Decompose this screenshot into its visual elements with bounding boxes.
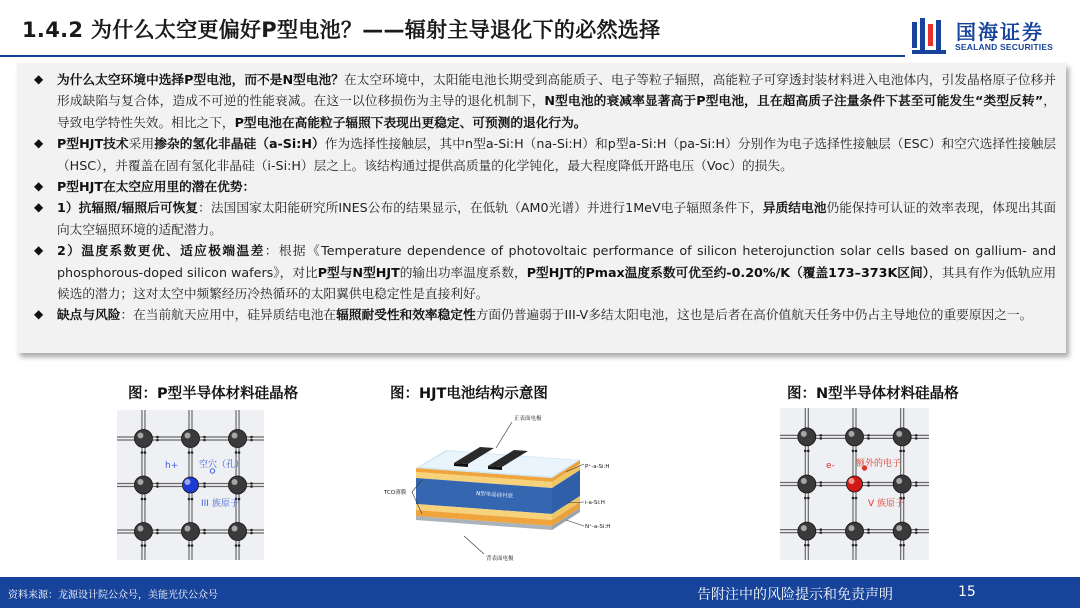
bond-electron (203, 529, 206, 532)
emphasis-text: 缺点与风险 (57, 307, 121, 323)
bond-electron (203, 436, 206, 439)
body-text: ：根据《Temperature dependence of photovoltaic performance of silicon heterojunction solar cells based on gallium- and phosphorous-doped silicon wafers》，对比 (57, 243, 1057, 280)
emphasis-text: N型电池的衰减率显著高于P型电池，且在超高质子注量条件下甚至可能发生“类型反转” (544, 93, 1044, 109)
body-text: ，导致电学特性失效。相比之下， (57, 93, 1056, 130)
bond-electron (915, 528, 918, 531)
emphasis-text: 1）抗辐照/辐照后可恢复 (57, 200, 199, 216)
summary-box (17, 63, 1066, 353)
atom-highlight (849, 525, 855, 531)
atom-highlight (849, 431, 855, 437)
company-logo (910, 14, 1070, 58)
atom-highlight (801, 525, 807, 531)
atom-highlight (896, 478, 902, 484)
bond-electron (191, 544, 194, 547)
bullet-point (27, 69, 1056, 133)
bullet-point (27, 176, 1056, 197)
bond-electron (915, 481, 918, 484)
i-layer-label: i-a-Si:H (585, 500, 605, 506)
bond-electron (899, 450, 902, 453)
bond-electron (141, 544, 144, 547)
diamond-bullet-icon: ◆ (34, 136, 44, 151)
bond-electron (203, 482, 206, 485)
bullet-point (27, 197, 1056, 240)
bond-electron (852, 450, 855, 453)
silicon-atom (846, 428, 864, 446)
silicon-atom (798, 428, 816, 446)
bond-electron (191, 451, 194, 454)
n-lattice-figure (780, 408, 929, 560)
bullet-point (27, 133, 1056, 176)
emphasis-text: 为什么太空环境中选择P型电池，而不是N型电池？ (57, 72, 344, 87)
bond-electron (238, 544, 241, 547)
body-text: 在太空环境中，太阳能电池长期受到高能质子、电子等粒子辐照，高能粒子可穿透封装材料进入电池体内，引发晶格原子位移并形成缺陷与复合体，造成不可逆的性能衰减。在这一以位移损伤为主导的退化机制下， (57, 72, 1056, 109)
atom-highlight (137, 479, 143, 485)
bond-electron (855, 450, 858, 453)
body-text: 作为选择性接触层，其中n型a-Si:H（na-Si:H）和p型a-Si:H（pa-Si:H）分别作为电子选择性接触层（ESC）和空穴选择性接触层（HSC），并覆盖在固有氢化非晶硅（i-Si:H）层之上。该结构通过提供高质量的化学钝化，最大程度降低开路电压（Voc）的损失。 (57, 136, 1057, 173)
silicon-atom (134, 476, 152, 494)
body-text: 方面仍普遍弱于III-V多结太阳电池，这也是后者在高价值航天任务中仍占主导地位的重要原因之一。 (475, 307, 1033, 323)
bond-electron (238, 451, 241, 454)
body-text: 采用 (128, 136, 155, 152)
emphasis-text: P型与N型HJT (317, 264, 400, 280)
bond-electron (250, 529, 253, 532)
bond-electron (156, 485, 159, 488)
silicon-atom (893, 522, 911, 540)
silicon-atom (182, 523, 200, 541)
bond-electron (144, 544, 147, 547)
bond-electron (144, 498, 147, 501)
atom-highlight (801, 478, 807, 484)
emphasis-text: P型HJT技术 (57, 136, 129, 152)
bond-electron (807, 450, 810, 453)
bond-electron (188, 451, 191, 454)
emphasis-text: 辐照耐受性和效率稳定性 (336, 307, 476, 323)
silicon-atom (846, 522, 864, 540)
hole-name-label: 空穴（孔） (199, 460, 245, 470)
bond-electron (203, 485, 206, 488)
bond-electron (820, 434, 823, 437)
figure-title-p-lattice: 图：P型半导体材料硅晶格 (128, 386, 299, 402)
atom-highlight (185, 479, 191, 485)
emphasis-text: 掺杂的氢化非晶硅（a-Si:H） (154, 136, 325, 152)
p-layer-label: P⁺-a-Si:H (585, 464, 610, 470)
p-lattice-figure (117, 410, 264, 560)
emphasis-text: 异质结电池 (762, 200, 827, 216)
diamond-bullet-icon: ◆ (34, 243, 44, 258)
bond-electron (867, 437, 870, 440)
bond-electron (915, 437, 918, 440)
substrate-label: N型单晶硅衬底 (475, 491, 514, 500)
bond-electron (867, 528, 870, 531)
bond-electron (902, 450, 905, 453)
bond-electron (188, 544, 191, 547)
bond-electron (915, 434, 918, 437)
bond-electron (852, 497, 855, 500)
bond-electron (820, 437, 823, 440)
emphasis-text: P型电池在高能粒子辐照下表现出更稳定、可预测的退化行为。 (234, 114, 587, 130)
diamond-bullet-icon: ◆ (34, 179, 44, 194)
source-note: 资料来源：龙源设计院公众号，美能光伏公众号 (8, 590, 218, 601)
body-text: ：法国国家太阳能研究所INES公布的结果显示，在低轨（AM0光谱）并进行1MeV电子辐照条件下， (198, 200, 763, 216)
dopant-atom (183, 477, 199, 493)
bullet-point (27, 304, 1056, 325)
bullet-list (27, 69, 1056, 326)
atom-highlight (849, 478, 855, 484)
bond-electron (235, 544, 238, 547)
tco-label: TCO薄膜 (384, 490, 407, 496)
bond-electron (203, 439, 206, 442)
bond-electron (250, 482, 253, 485)
bond-electron (250, 532, 253, 535)
body-text: ：在当前航天应用中，硅异质结电池在 (120, 307, 337, 323)
bullet-point (27, 240, 1056, 304)
bond-electron (804, 450, 807, 453)
bond-electron (804, 544, 807, 547)
emphasis-text: 2）温度系数更优、适应极端温差 (57, 243, 265, 259)
silicon-atom (798, 522, 816, 540)
logo-name: 国海证券 (956, 20, 1044, 44)
silicon-atom (182, 430, 200, 448)
page-header (0, 0, 1080, 60)
silicon-atom (229, 476, 247, 494)
diamond-bullet-icon: ◆ (34, 72, 44, 86)
page-title: 1.4.2 为什么太空更偏好P型电池？——辐射主导退化下的必然选择 (22, 18, 661, 42)
dopant-atom (847, 476, 863, 492)
bond-electron (156, 482, 159, 485)
diamond-bullet-icon: ◆ (34, 200, 44, 215)
silicon-atom (893, 428, 911, 446)
bond-electron (804, 497, 807, 500)
bond-electron (156, 439, 159, 442)
body-text: ，其具有作为低轨应用候选的潜力；这对太空中频繁经历冷热循环的太阳翼供电稳定性是直接利好。 (57, 264, 1057, 302)
bond-electron (867, 484, 870, 487)
figure-title-hjt: 图：HJT电池结构示意图 (390, 386, 548, 402)
bond-electron (820, 484, 823, 487)
n-layer-label: N⁺-a-Si:H (585, 524, 611, 530)
atom-highlight (137, 433, 143, 439)
atom-highlight (185, 526, 191, 532)
bond-electron (250, 439, 253, 442)
bond-electron (141, 498, 144, 501)
bond-electron (235, 451, 238, 454)
bond-electron (867, 434, 870, 437)
body-text: 仍能保持可认证的效率表现，体现出其面向太空辐照环境的适配潜力。 (57, 200, 1057, 237)
bond-electron (203, 532, 206, 535)
bond-electron (144, 451, 147, 454)
bond-electron (250, 436, 253, 439)
silicon-atom (893, 475, 911, 493)
silicon-atom (798, 475, 816, 493)
atom-highlight (232, 526, 238, 532)
bond-electron (156, 532, 159, 535)
front-electrode-label: 正表面电极 (514, 416, 542, 422)
atom-highlight (185, 433, 191, 439)
disclaimer-note: 告附注中的风险提示和免责声明 (697, 587, 893, 603)
bond-electron (915, 484, 918, 487)
bond-electron (250, 485, 253, 488)
title-divider (0, 55, 905, 57)
dopant-atom-label: V 族原子 (868, 499, 905, 509)
emphasis-text: P型HJT在太空应用里的潜在优势： (57, 179, 256, 195)
diamond-bullet-icon: ◆ (34, 307, 44, 322)
silicon-atom (134, 523, 152, 541)
bond-electron (188, 498, 191, 501)
logo-subtitle: SEALAND SECURITIES (955, 42, 1054, 52)
bond-electron (191, 498, 194, 501)
sealand-logo-icon (910, 16, 950, 56)
atom-highlight (801, 431, 807, 437)
bond-electron (899, 544, 902, 547)
bond-electron (915, 531, 918, 534)
bond-electron (852, 544, 855, 547)
electron-label: e- (826, 461, 835, 471)
bond-electron (156, 529, 159, 532)
page-number: 15 (958, 584, 976, 600)
bond-electron (141, 451, 144, 454)
atom-highlight (896, 525, 902, 531)
bond-electron (855, 497, 858, 500)
silicon-atom (229, 430, 247, 448)
electron-name-label: 额外的电子 (856, 459, 902, 469)
bond-electron (807, 497, 810, 500)
silicon-atom (229, 523, 247, 541)
bond-electron (902, 544, 905, 547)
dopant-atom-label: III 族原子 (201, 499, 239, 509)
bond-electron (820, 481, 823, 484)
bond-electron (156, 436, 159, 439)
bond-electron (820, 531, 823, 534)
bond-electron (807, 544, 810, 547)
page-footer (0, 577, 1080, 608)
body-text: 的输出功率温度系数， (399, 264, 527, 280)
emphasis-text: P型HJT的Pmax温度系数可优至约-0.20%/K（覆盖173–373K区间） (526, 264, 930, 280)
bond-electron (867, 481, 870, 484)
atom-highlight (137, 526, 143, 532)
bond-electron (855, 544, 858, 547)
atom-highlight (232, 479, 238, 485)
atom-highlight (232, 433, 238, 439)
silicon-atom (134, 430, 152, 448)
hole-label: h+ (165, 461, 179, 471)
figure-title-n-lattice: 图：N型半导体材料硅晶格 (787, 386, 959, 402)
atom-highlight (896, 431, 902, 437)
hjt-structure-figure (384, 408, 616, 566)
bond-electron (820, 528, 823, 531)
bond-electron (867, 531, 870, 534)
back-electrode-label: 背表面电极 (486, 556, 514, 562)
